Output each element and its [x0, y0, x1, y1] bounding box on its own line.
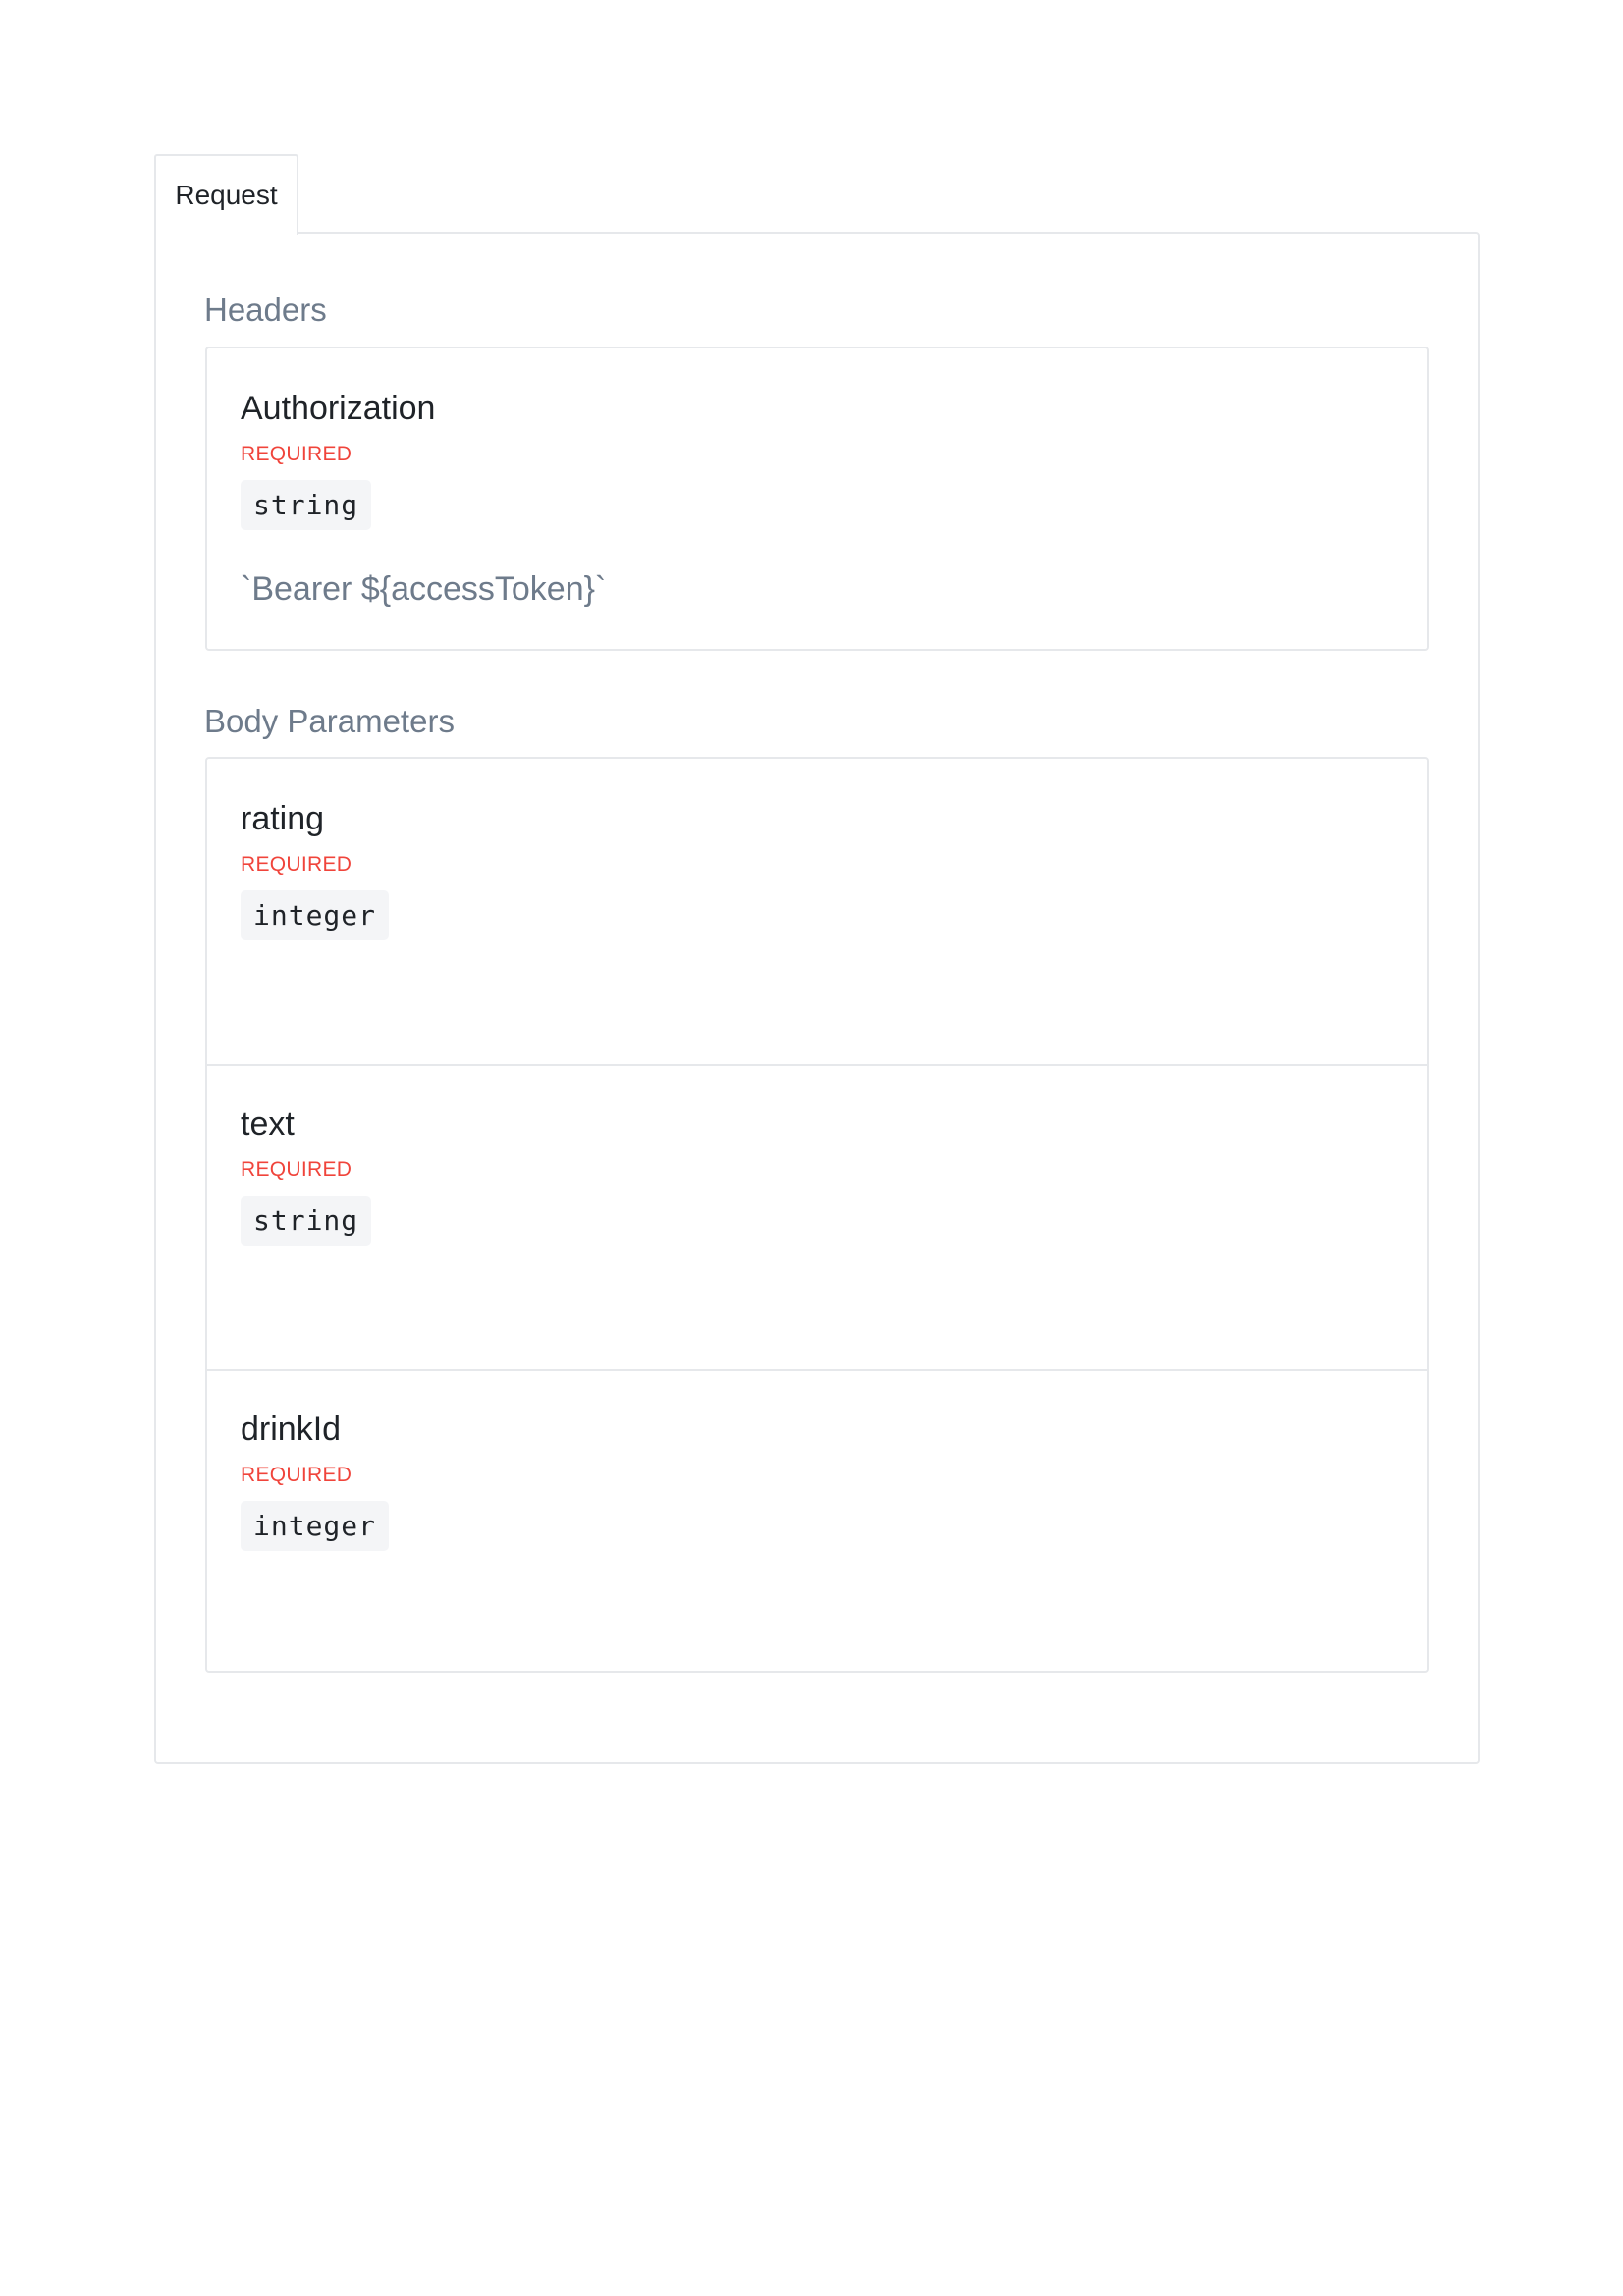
param-name: rating	[241, 800, 325, 837]
required-badge: REQUIRED	[241, 443, 352, 465]
headers-section-title: Headers	[204, 292, 327, 328]
tab-request[interactable]	[154, 154, 298, 235]
body-param-drinkid	[207, 1369, 1427, 1671]
required-badge: REQUIRED	[241, 1158, 352, 1181]
param-type: string	[241, 1196, 371, 1246]
required-badge: REQUIRED	[241, 853, 352, 876]
param-name: Authorization	[241, 390, 436, 427]
param-type: string	[241, 480, 371, 530]
body-parameters-card	[205, 757, 1429, 1673]
tab-request-label: Request	[175, 180, 278, 210]
param-name: drinkId	[241, 1411, 342, 1448]
body-parameters-section-title: Body Parameters	[204, 703, 455, 739]
body-param-rating	[207, 759, 1427, 1064]
param-description: `Bearer ${accessToken}`	[241, 570, 607, 608]
param-type: integer	[241, 1501, 389, 1551]
required-badge: REQUIRED	[241, 1464, 352, 1486]
param-type: integer	[241, 890, 389, 940]
body-param-text	[207, 1064, 1427, 1369]
headers-card	[205, 347, 1429, 651]
header-param-authorization	[207, 348, 1427, 649]
param-name: text	[241, 1105, 295, 1143]
